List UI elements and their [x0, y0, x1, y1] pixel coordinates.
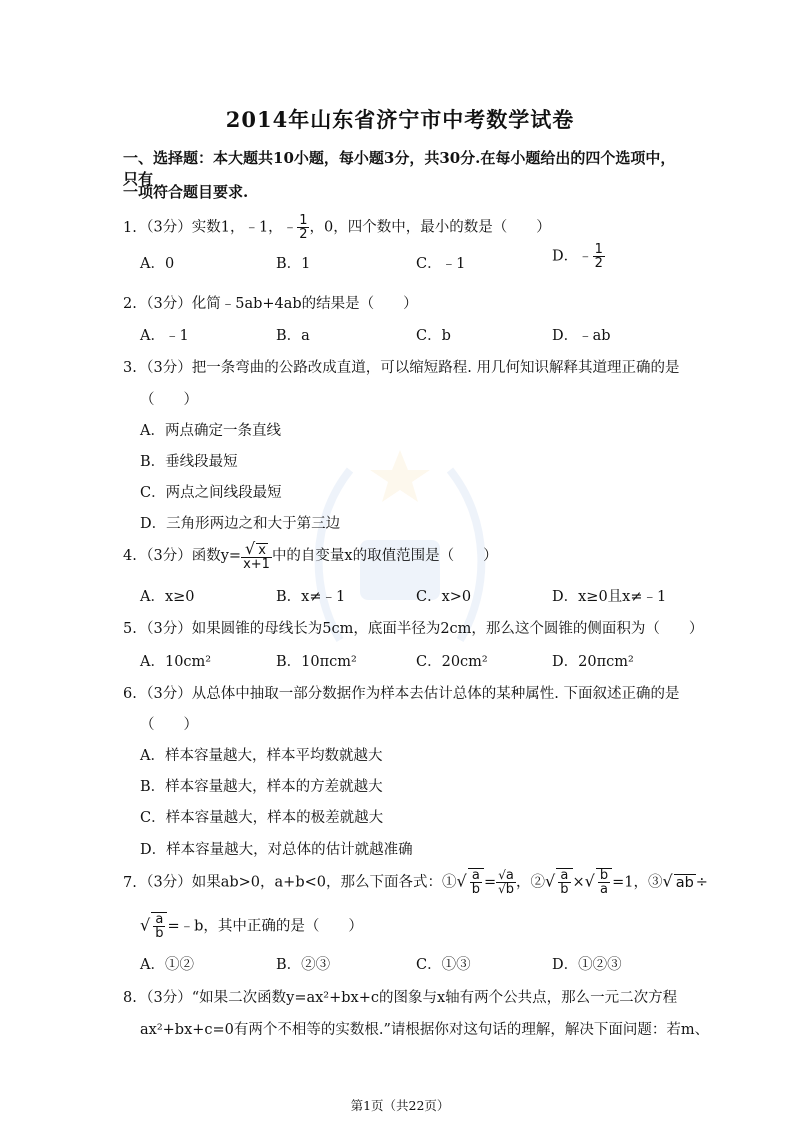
question-3: 3. （3分）把一条弯曲的公路改成直道，可以缩短路程. 用几何知识解释其道理正确的是	[123, 360, 680, 376]
question-7-line2: √ $\frac{a}{b}$ =﹣b，其中正确的是（ ）	[140, 912, 363, 941]
question-8: 8. （3分）“如果二次函数y=ax²+bx+c的图象与x轴有两个公共点，那么一元二次方程	[123, 990, 678, 1006]
fraction: $\frac{1}{2}$	[299, 213, 308, 242]
option-c: C．x>0	[416, 589, 472, 605]
option-a: A．样本容量越大，样本平均数就越大	[140, 748, 383, 764]
question-number: 1.	[123, 219, 137, 236]
option-d: D．样本容量越大，对总体的估计就越准确	[140, 842, 413, 858]
option-c: C．﹣1	[416, 256, 466, 272]
option-c: C．①③	[416, 957, 471, 973]
option-c: C．样本容量越大，样本的极差就越大	[140, 810, 384, 826]
section-heading-line1: 一、选择题：本大题共10小题，每小题3分，共30分.在每小题给出的四个选项中，只有	[123, 149, 676, 188]
question-7-options	[140, 953, 700, 975]
option-b: B．a	[276, 328, 310, 344]
option-b: B．②③	[276, 957, 331, 973]
option-a: A．0	[140, 256, 175, 272]
question-8-line2: ax²+bx+c=0有两个不相等的实数根.”请根据你对这句话的理解，解决下面问题：若m、	[140, 1022, 710, 1038]
option-a: A．两点确定一条直线	[140, 423, 281, 439]
page-title: 2014年山东省济宁市中考数学试卷	[225, 107, 575, 132]
question-5: 5. （3分）如果圆锥的母线长为5cm，底面半径为2cm，那么这个圆锥的侧面积为（ ）	[123, 621, 704, 637]
option-a: A．10cm²	[140, 654, 212, 670]
option-c: C．b	[416, 328, 451, 344]
option-b: B．1	[276, 256, 311, 272]
option-c: C．两点之间线段最短	[140, 485, 282, 501]
option-b: B．10πcm²	[276, 654, 357, 670]
option-b: B．样本容量越大，样本的方差就越大	[140, 779, 383, 795]
question-3-line2: （ ）	[140, 392, 198, 408]
option-a: A．x≥0	[140, 589, 195, 605]
option-c: C．20cm²	[416, 654, 488, 670]
option-d: D．三角形两边之和大于第三边	[140, 516, 341, 532]
section-heading-line2: 一项符合题目要求.	[123, 183, 249, 201]
option-d: D．﹣ab	[552, 328, 611, 344]
question-7: 7. （3分）如果ab>0，a+b<0，那么下面各式：①√ $\frac{a}{b}$ = $\frac{√a}{√b}$ ，②√ $\frac{a}{b}$ ×√ $\frac{b}{a}$ =1，③√ ab ÷	[123, 868, 708, 897]
option-a: A．①②	[140, 957, 194, 973]
option-d: D．x≥0且x≠﹣1	[552, 589, 667, 605]
fraction: $\frac{√ x}{x+1}$	[243, 539, 270, 572]
option-d: D．①②③	[552, 957, 622, 973]
option-d: D．20πcm²	[552, 654, 634, 670]
question-4-options	[140, 585, 700, 607]
option-d: D．﹣ $\frac{1}{2}$	[552, 242, 603, 271]
question-1-options	[140, 242, 700, 274]
question-2: 2. （3分）化简﹣5ab+4ab的结果是（ ）	[123, 296, 418, 312]
question-1: 1. （3分）实数1，﹣1，﹣ $\frac{1}{2}$ ，0，四个数中，最小的数是（ ）	[123, 213, 551, 242]
question-5-options	[140, 650, 700, 672]
question-2-options	[140, 324, 700, 346]
option-a: A．﹣1	[140, 328, 189, 344]
page-footer: 第1页（共22页）	[350, 1098, 450, 1113]
question-6: 6. （3分）从总体中抽取一部分数据作为样本去估计总体的某种属性. 下面叙述正确的是	[123, 686, 680, 702]
question-4: 4. （3分）函数y= $\frac{√ x}{x+1}$ 中的自变量x的取值范围是（ ）	[123, 539, 498, 572]
option-b: B．垂线段最短	[140, 454, 238, 470]
option-b: B．x≠﹣1	[276, 589, 346, 605]
question-6-line2: （ ）	[140, 717, 198, 733]
